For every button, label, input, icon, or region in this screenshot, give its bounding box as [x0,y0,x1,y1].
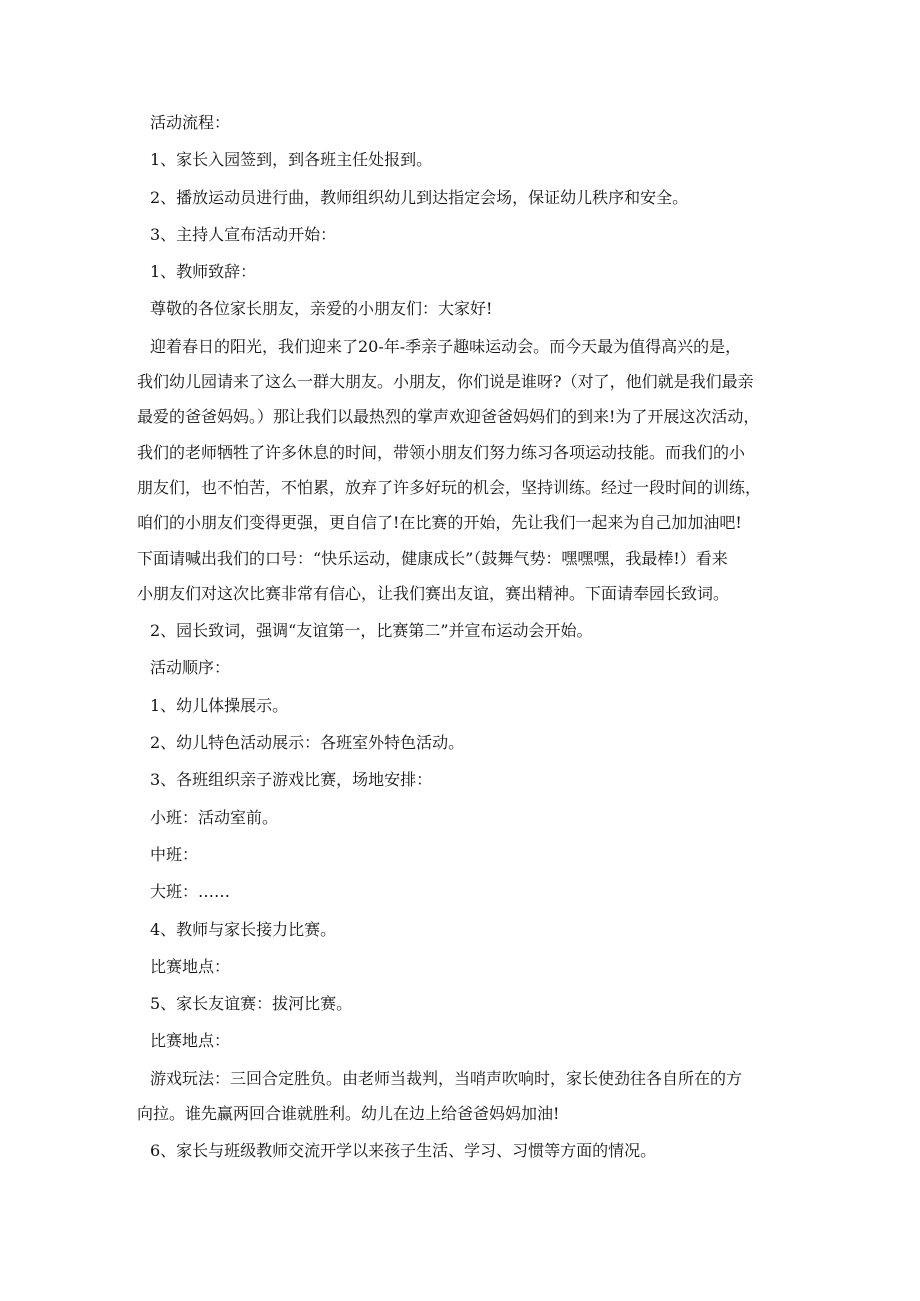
process-step-1: 1、家长入园签到，到各班主任处报到。 [150,150,433,170]
order-item-1: 1、幼儿体操展示。 [150,695,289,715]
order-item-5: 5、家长友谊赛：拔河比赛。 [150,994,353,1014]
heading-activity-order: 活动顺序： [150,658,231,678]
order-item-3: 3、各班组织亲子游戏比赛，场地安排： [150,770,433,790]
small-class-venue: 小班：活动室前。 [150,807,279,827]
process-step-3: 3、主持人宣布活动开始： [150,224,337,244]
speech-line: 迎着春日的阳光，我们迎来了20-年-季亲子趣味运动会。而今天最为值得高兴的是， [150,336,742,356]
speech-line: 朋友们，也不怕苦，不怕累，放弃了许多好玩的机会，坚持训练。经过一段时间的训练， [137,477,762,497]
speech-line: 咱们的小朋友们变得更强，更自信了!在比赛的开始，先让我们一起来为自己加加油吧! [137,513,742,533]
speech-item-2: 2、园长致词，强调“友谊第一，比赛第二”并宣布运动会开始。 [150,621,593,641]
order-item-6: 6、家长与班级教师交流开学以来孩子生活、学习、习惯等方面的情况。 [150,1141,657,1161]
game-rules-paragraph [137,1068,787,1125]
speech-paragraph [137,336,787,605]
speech-line: 小朋友们对这次比赛非常有信心，让我们赛出友谊，赛出精神。下面请奉园长致词。 [137,583,730,603]
speech-line: 最爱的爸爸妈妈。）那让我们以最热烈的掌声欢迎爸爸妈妈们的到来!为了开展这次活动， [137,407,760,427]
speech-line: 我们幼儿园请来了这么一群大朋友。小朋友，你们说是谁呀?（对了，他们就是我们最亲 [137,372,754,392]
middle-class-venue: 中班： [150,844,199,864]
rules-line: 向拉。谁先赢两回合谁就胜利。幼儿在边上给爸爸妈妈加油! [137,1104,560,1124]
speech-line: 我们的老师牺牲了许多休息的时间，带领小朋友们努力练习各项运动技能。而我们的小 [137,442,746,462]
speech-item-1: 1、教师致辞： [150,262,257,282]
speech-line: 下面请喊出我们的口号：“快乐运动，健康成长”（鼓舞气势：嘿嘿嘿，我最棒!）看来 [137,548,728,568]
order-item-4: 4、教师与家长接力比赛。 [150,919,337,939]
document-body [137,112,787,1162]
large-class-venue: 大班：…… [150,882,231,902]
venue-label-1: 比赛地点： [150,956,231,976]
rules-line: 游戏玩法：三回合定胜负。由老师当裁判，当哨声吹响时，家长使劲往各自所在的方 [150,1068,743,1088]
heading-activity-process: 活动流程： [150,113,231,132]
order-item-2: 2、幼儿特色活动展示：各班室外特色活动。 [150,733,465,753]
venue-label-2: 比赛地点： [150,1031,231,1051]
process-step-2: 2、播放运动员进行曲，教师组织幼儿到达指定会场，保证幼儿秩序和安全。 [150,187,689,207]
speech-greeting: 尊敬的各位家长朋友，亲爱的小朋友们：大家好! [150,299,493,319]
